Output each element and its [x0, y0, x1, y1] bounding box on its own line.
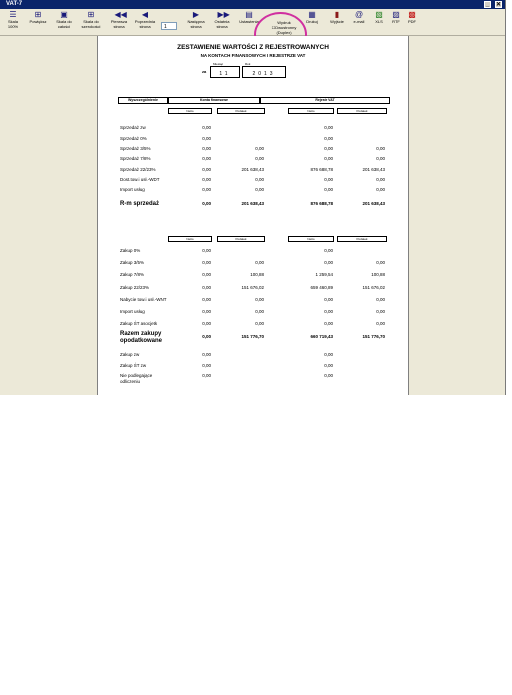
- first-page-icon: ◀◀: [114, 10, 127, 19]
- zoom-icon: ☰: [9, 10, 17, 19]
- row-label: Sprzedaż 3/5%: [120, 146, 151, 151]
- row-value-rp: 0,00: [376, 309, 385, 314]
- row-value-rn: 0,00: [324, 309, 333, 314]
- row-value-rp: 100,88: [371, 272, 385, 277]
- row-value-rn: 876 688,78: [310, 201, 333, 206]
- row-value-kp: 0,00: [255, 260, 264, 265]
- title-bar: [0, 0, 505, 9]
- page-number-input[interactable]: 1: [161, 22, 177, 30]
- row-label: Sprzedaż 22/23%: [120, 167, 156, 172]
- header-konta: Konta finansowe: [168, 97, 260, 104]
- row-value-kn: 0,00: [202, 167, 211, 172]
- row-value-rn: 0,00: [324, 136, 333, 141]
- purch-rejestr-podatek: Podatek: [337, 236, 387, 242]
- row-value-rn: 876 688,78: [310, 167, 333, 172]
- row-value-rn: 0,00: [324, 146, 333, 151]
- fit-page-button[interactable]: ▣ Skala do całości: [56, 10, 72, 29]
- extra-label: Zakup ŚT zw: [120, 363, 147, 368]
- first-page-button[interactable]: ◀◀ Pierwsza strona: [110, 10, 128, 29]
- close-button[interactable]: ✕: [496, 2, 502, 8]
- right-margin-pane: [407, 36, 505, 395]
- row-value-kp: 151 676,02: [241, 285, 264, 290]
- next-page-button[interactable]: ▶ Następna strona: [187, 10, 205, 29]
- row-value-kp: 0,00: [255, 321, 264, 326]
- row-value-kn: 0,00: [202, 297, 211, 302]
- email-icon: @: [354, 10, 364, 19]
- row-label: Zakup 7/8%: [120, 272, 145, 277]
- extra-value-rn: 0,00: [324, 363, 333, 368]
- window-title: VAT-7: [6, 1, 23, 7]
- row-value-kn: 0,00: [202, 177, 211, 182]
- rtf-button[interactable]: ▨ RTF: [392, 10, 400, 24]
- row-value-rp: 0,00: [376, 187, 385, 192]
- row-value-kp: 0,00: [255, 177, 264, 182]
- extra-label: Zakup zw: [120, 352, 140, 357]
- row-value-kp: 100,88: [250, 272, 264, 277]
- pdf-icon: ▩: [408, 10, 416, 19]
- sales-rejestr-netto: Netto: [288, 108, 334, 114]
- excel-icon: ▧: [375, 10, 383, 19]
- minimize-button[interactable]: _: [485, 2, 490, 8]
- row-value-kn: 0,00: [202, 285, 211, 290]
- row-value-kn: 0,00: [202, 146, 211, 151]
- purch-konta-podatek: Podatek: [217, 236, 265, 242]
- settings-button[interactable]: ▤ Ustawienia: [239, 10, 259, 24]
- sales-rejestr-podatek: Podatek: [337, 108, 387, 114]
- extra-value-kn: 0,00: [202, 373, 211, 378]
- report-title: ZESTAWIENIE WARTOŚCI Z REJESTROWANYCH: [177, 44, 329, 51]
- row-value-kp: 0,00: [255, 146, 264, 151]
- row-value-kn: 0,00: [202, 125, 211, 130]
- row-label: R-m sprzedaż: [120, 201, 160, 207]
- row-value-rn: 0,00: [324, 248, 333, 253]
- zoom-in-icon: ⊞: [34, 10, 42, 19]
- xls-button[interactable]: ▧ XLS: [375, 10, 383, 24]
- row-label: Import usług: [120, 187, 145, 192]
- extra-value-kn: 0,00: [202, 363, 211, 368]
- row-value-kp: 0,00: [255, 309, 264, 314]
- extra-label-line2: odliczeniu: [120, 379, 141, 384]
- total-value-rn: 660 719,43: [310, 334, 333, 339]
- row-value-kn: 0,00: [202, 272, 211, 277]
- toolbar: [0, 9, 505, 36]
- row-value-rp: 0,00: [376, 156, 385, 161]
- row-value-kn: 0,00: [202, 321, 211, 326]
- last-page-icon: ▶▶: [217, 10, 230, 19]
- row-value-kp: 201 638,43: [241, 167, 264, 172]
- extra-value-rn: 0,00: [324, 352, 333, 357]
- printer-icon: ▦: [308, 10, 316, 19]
- row-label: Sprzedaż 0%: [120, 136, 147, 141]
- row-value-rn: 0,00: [324, 260, 333, 265]
- header-rejestr: Rejestr VAT: [260, 97, 390, 104]
- row-label: Zakup 0%: [120, 248, 141, 253]
- row-value-rn: 0,00: [324, 321, 333, 326]
- total-value-rp: 151 776,70: [362, 334, 385, 339]
- sales-konta-netto: Netto: [168, 108, 212, 114]
- row-value-kp: 201 638,43: [241, 201, 264, 206]
- prev-page-icon: ◀: [141, 10, 149, 19]
- extra-label: Nie podlegające: [120, 373, 153, 378]
- row-label: Zakup ŚT asocjetk: [120, 321, 158, 326]
- total-label-line1: Razem zakupy: [120, 331, 162, 337]
- month-box: Miesiąc 11: [210, 66, 240, 78]
- row-label: Zakup 3/5%: [120, 260, 145, 265]
- total-value-kn: 0,00: [202, 334, 211, 339]
- row-value-rn: 0,00: [324, 156, 333, 161]
- row-value-rn: 1 259,54: [315, 272, 333, 277]
- purch-rejestr-netto: Netto: [288, 236, 334, 242]
- row-value-rp: 0,00: [376, 177, 385, 182]
- next-page-icon: ▶: [192, 10, 200, 19]
- fit-width-button[interactable]: ⊞ Skala do szerokości: [81, 10, 101, 29]
- extra-value-kn: 0,00: [202, 352, 211, 357]
- row-value-kp: 0,00: [255, 187, 264, 192]
- row-value-rp: 0,00: [376, 260, 385, 265]
- exit-icon: ▮: [334, 10, 340, 19]
- row-value-rp: 0,00: [376, 146, 385, 151]
- pdf-button[interactable]: ▩ PDF: [408, 10, 416, 24]
- report-page[interactable]: [97, 36, 409, 395]
- row-value-rp: 201 638,43: [362, 201, 385, 206]
- row-value-rn: 0,00: [324, 297, 333, 302]
- fit-width-icon: ⊞: [87, 10, 95, 19]
- email-button[interactable]: @ e-mail: [353, 10, 365, 24]
- row-value-rp: 201 638,43: [362, 167, 385, 172]
- rtf-icon: ▨: [392, 10, 400, 19]
- last-page-button[interactable]: ▶▶ Ostatnia strona: [214, 10, 230, 29]
- row-value-kn: 0,00: [202, 156, 211, 161]
- row-value-kn: 0,00: [202, 309, 211, 314]
- print-button[interactable]: ▦ Drukuj: [306, 10, 318, 24]
- row-label: Sprzedaż zw: [120, 125, 146, 130]
- row-value-rp: 0,00: [376, 321, 385, 326]
- duplex-checkbox[interactable]: Wydruk ☐Dwustronny (Duplex): [271, 20, 297, 35]
- row-value-kp: 0,00: [255, 156, 264, 161]
- row-value-rp: 0,00: [376, 297, 385, 302]
- row-label: Import usług: [120, 309, 145, 314]
- year-box: Rok 2013: [242, 66, 286, 78]
- zoom-in-button[interactable]: ⊞ Powiększ: [29, 10, 47, 24]
- total-label-line2: opodatkowane: [120, 338, 163, 344]
- period-label: za: [202, 69, 207, 74]
- exit-button[interactable]: ▮ Wyjście: [330, 10, 344, 24]
- total-value-kp: 151 776,70: [241, 334, 264, 339]
- row-value-rn: 0,00: [324, 177, 333, 182]
- row-value-rn: 0,00: [324, 187, 333, 192]
- left-margin-pane: [0, 36, 97, 395]
- row-value-kn: 0,00: [202, 201, 211, 206]
- purch-konta-netto: Netto: [168, 236, 212, 242]
- header-wyszczegolnienie: Wyszczególnienie: [118, 97, 168, 104]
- row-value-kp: 0,00: [255, 297, 264, 302]
- row-label: Zakup 22/23%: [120, 285, 150, 290]
- row-label: Nabycie tow.i usł.-WNT: [120, 297, 167, 302]
- row-label: Dost.tow.i usł.-WDT: [120, 177, 160, 182]
- prev-page-button[interactable]: ◀ Poprzednia strona: [134, 10, 156, 29]
- printer-settings-icon: ▤: [245, 10, 253, 19]
- row-value-rn: 659 460,89: [310, 285, 333, 290]
- row-value-kn: 0,00: [202, 260, 211, 265]
- row-label: Sprzedaż 7/8%: [120, 156, 151, 161]
- fit-page-icon: ▣: [60, 10, 68, 19]
- report-subtitle: NA KONTACH FINANSOWYCH I REJESTRZE VAT: [200, 53, 306, 58]
- row-value-kn: 0,00: [202, 136, 211, 141]
- row-value-kn: 0,00: [202, 187, 211, 192]
- row-value-rn: 0,00: [324, 125, 333, 130]
- extra-value-rn: 0,00: [324, 373, 333, 378]
- zoom-100-button[interactable]: ☰ Skala 100%: [7, 10, 19, 29]
- row-value-kn: 0,00: [202, 248, 211, 253]
- checkbox-icon: ☐: [271, 25, 276, 30]
- row-value-rp: 151 676,02: [362, 285, 385, 290]
- sales-konta-podatek: Podatek: [217, 108, 265, 114]
